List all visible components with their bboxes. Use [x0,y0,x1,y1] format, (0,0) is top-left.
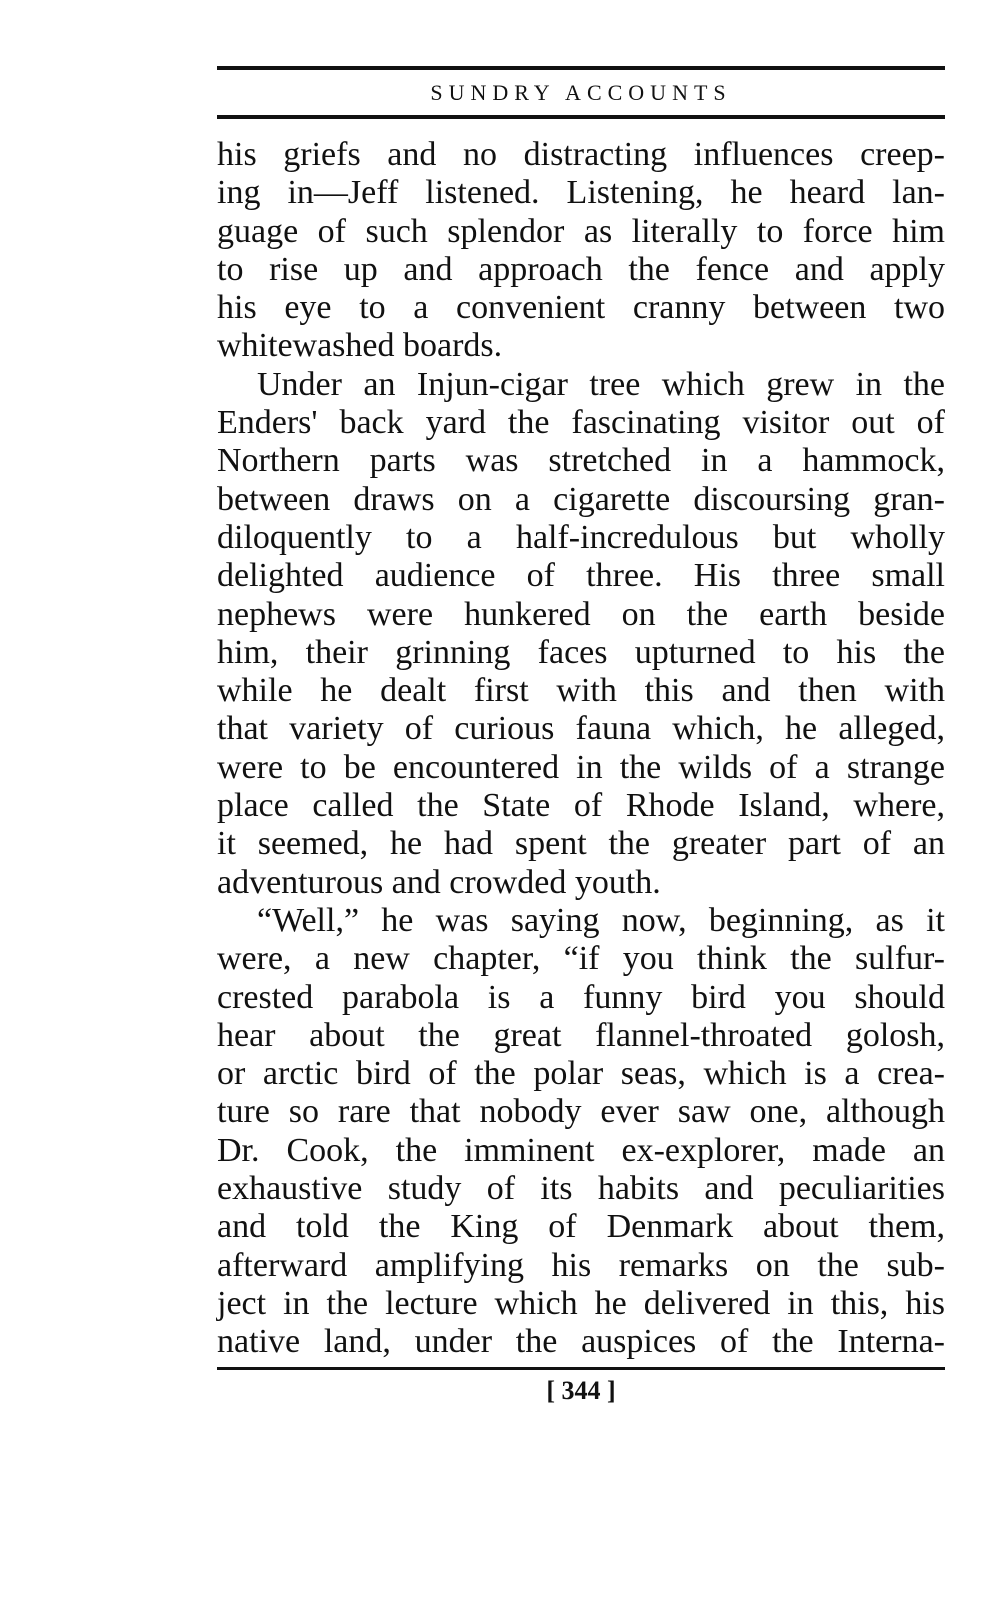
text-line: exhaustive study of its habits and peculiarities [217,1170,945,1208]
text-line: ing in—Jeff listened. Listening, he heard lan- [217,174,945,212]
text-line: “Well,” he was saying now, beginning, as it [257,901,945,939]
text-line: place called the State of Rhode Island, where, [217,787,945,825]
text-line: were, a new chapter, “if you think the sulfur- [217,940,945,978]
text-line: ject in the lecture which he delivered in this, his [217,1284,945,1322]
top-rule-upper [217,66,945,70]
text-line: were to be encountered in the wilds of a strange [217,748,945,786]
text-line: adventurous and crowded youth. [217,863,661,901]
text-line: delighted audience of three. His three small [217,557,945,595]
text-line: his eye to a convenient cranny between two [217,289,945,327]
paragraph-2 [217,366,945,902]
text-line: that variety of curious fauna which, he alleged, [217,710,945,748]
page-number: [ 344 ] [546,1376,616,1405]
text-line: and told the King of Denmark about them, [217,1208,945,1246]
text-line: while he dealt first with this and then with [217,672,945,710]
text-line: Under an Injun-cigar tree which grew in the [257,365,945,403]
paragraph-1 [217,136,945,366]
text-line: diloquently to a half-incredulous but wholly [217,518,945,556]
text-line: whitewashed boards. [217,327,503,365]
text-line: ture so rare that nobody ever saw one, although [217,1093,945,1131]
text-line: nephews were hunkered on the earth beside [217,595,945,633]
text-line: Enders' back yard the fascinating visitor out of [217,404,945,442]
paragraph-3 [217,902,945,1362]
text-line: Northern parts was stretched in a hammock, [217,442,945,480]
bottom-rule [217,1367,945,1370]
text-line: him, their grinning faces upturned to his the [217,633,945,671]
running-head: SUNDRY ACCOUNTS [430,80,732,105]
text-line: or arctic bird of the polar seas, which is a crea- [217,1055,945,1093]
text-line: his griefs and no distracting influences creep- [217,136,945,173]
text-line: hear about the great flannel-throated golosh, [217,1016,945,1054]
text-line: Dr. Cook, the imminent ex-explorer, made an [217,1131,945,1169]
text-line: native land, under the auspices of the Interna- [217,1323,945,1361]
text-line: crested parabola is a funny bird you should [217,978,945,1016]
text-line: to rise up and approach the fence and apply [217,250,945,288]
top-rule-lower [217,115,945,119]
text-line: it seemed, he had spent the greater part of an [217,825,945,863]
text-line: afterward amplifying his remarks on the sub- [217,1246,945,1284]
body-text [217,136,945,1362]
text-line: between draws on a cigarette discoursing gran- [217,480,945,518]
text-line: guage of such splendor as literally to force him [217,212,945,250]
